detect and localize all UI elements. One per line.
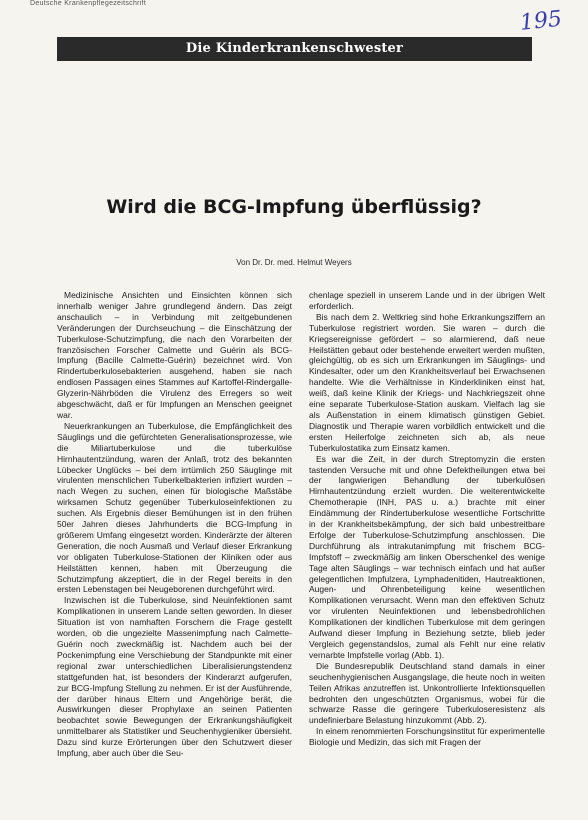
paragraph: Medizinische Ansichten und Einsichten können sich innerhalb weniger Jahre grundlegend ändern. Das zeigt anschaulich – in Verbindung mit zeitgebundenen Veränderungen der Durchseuchung – die Einschätzung der Tuberkulose-Schutzimpfung, die nach den Vorarbeiten der französischen Forscher Calmette und Guérin als BCG-Impfung (Bacille Calmette-Guérin) bezeichnet wird. Von Rindertuberkulosebakterien ausgehend, haben sie nach endlosen Passagen eines Stammes auf Kartoffel-Rindergalle-Glyzerin-Nährböden die Virulenz des Erregers so weit abgeschwächt, daß er für Impfungen an Menschen geeignet war. [57, 290, 292, 420]
author-byline: Von Dr. Dr. med. Helmut Weyers [236, 258, 352, 267]
right-text-column [309, 290, 545, 818]
paragraph: Es war die Zeit, in der durch Streptomyzin die ersten tastenden Versuche mit und ohne Defektheilungen etwa bei der langwierigen Behandlung der tuberkulösen Hirnhautentzündung erzielt wurden. Die weiterentwickelte Chemotherapie (INH, PAS u. a.) brachte mit einer Eindämmung der Rindertuberkulose wesentliche Fortschritte in der Krankheitsbekämpfung, der sich bald unbestreitbare Erfolge der Tuberkulose-Schutzimpfung anschlossen. Die Durchführung als intrakutanimpfung mit frischem BCG-Impfstoff – zweckmäßig am linken Oberschenkel des wenige Tage alten Säuglings – war technisch einfach und hat außer gelegentlichen Impfulzera, Lymphadenitiden, Hautreaktionen, Augen- und Ohrenbeteiligung keine wesentlichen Komplikationen verursacht. Wenn man den effektiven Schutz vor virulenten Neuinfektionen und lebensbedrohlichen Komplikationen der kindlichen Tuberkulose mit dem geringen Aufwand dieser Impfung in Beziehung setzte, blieb jeder Vergleich gegenstandslos, zumal als Fehlt nur eine relativ vernarbte Impfstelle vorlag (Abb. 1). [309, 453, 545, 660]
paragraph: In einem renommierten Forschungsinstitut für experimentelle Biologie und Medizin, das sich mit Fragen der [309, 726, 545, 748]
article-title: Wird die BCG-Impfung überflüssig? [106, 196, 482, 218]
paragraph: chenlage speziell in unserem Lande und in der übrigen Welt erforderlich. [309, 290, 545, 311]
paragraph: Neuerkrankungen an Tuberkulose, die Empfänglichkeit des Säuglings und die gefürchteten Generalisationsprozesse, wie die Miliartuberkulose und die tuberkulöse Hirnhautentzündung, waren der Anlaß, trotz des bekannten Lübecker Unglücks – bei dem irrtümlich 250 Säuglinge mit virulenten menschlichen Tuberkelbakterien infiziert wurden – nach Wegen zu suchen, einen für biologische Maßstäbe wirksamen Schutz gegenüber Tuberkuloseinfektionen zu suchen. Als Ergebnis dieser Bemühungen ist in den frühen 50er Jahren dieses Jahrhunderts die BCG-Impfung in größerem Umfang eingesetzt worden. Kinderärzte der älteren Generation, die noch Ausmaß und Verlauf dieser Erkrankung vor obligaten Tuberkulose-Stationen der Kliniken oder aus Heilstätten kennen, haben mit Überzeugung die Schutzimpfung akzeptiert, die in der Regel bereits in den ersten Lebenstagen bei Neugeborenen durchgeführt wird. [57, 420, 292, 595]
journal-header-strip: Deutsche Krankenpflegezeitschrift [30, 0, 147, 7]
paragraph: Bis nach dem 2. Weltkrieg sind hohe Erkrankungsziffern an Tuberkulose registriert worden. Sie waren – durch die Kriegsereignisse gefördert – so alarmierend, daß neue Heilstätten gebaut oder bestehende erweitert werden mußten, gleichgültig, ob es sich um Erkrankungen im Säuglings- und Kindesalter, oder um den Krankheitsverlauf bei Erwachsenen handelte. Wie die Verhältnisse in Kinderkliniken einst hat, weiß, daß keine Klinik der Kriegs- und Nachkriegszeit ohne eine separate Tuberkulose-Station auskam. Vielfach lag sie als Außenstation in einem klimatisch günstigen Gebiet. Diagnostik und Therapie waren vorbildlich entwickelt und die ersten Heilerfolge zeichneten sich ab, als neue Tuberkulostatika zum Einsatz kamen. [309, 311, 545, 453]
left-text-column [57, 290, 292, 818]
handwritten-page-number: 195 [518, 6, 564, 36]
paragraph: Inzwischen ist die Tuberkulose, sind Neuinfektionen samt Komplikationen in unserem Lande selten geworden. In dieser Situation ist von namhaften Forschern die Frage gestellt worden, ob die ungezielte Massenimpfung nach Calmette-Guérin noch zweckmäßig ist. Nachdem auch bei der Pockenimpfung eine Verschiebung der Standpunkte mit einer regional zwar unterschiedlichen Liberalisierungstendenz stattgefunden hat, ist besonders der Kinderarzt aufgerufen, zur BCG-Impfung Stellung zu nehmen. Er ist der Ausführende, der darüber hinaus Eltern und Angehörige berät, die Auswirkungen dieser Prophylaxe an seinen Patienten beobachtet sowie Bewegungen der Erkrankungshäufigkeit unmittelbarer als Statistiker und Seuchenhygieniker übersieht. Dazu sind kurze Erörterungen über den Schutzwert dieser Impfung, aber auch über die Seu- [57, 595, 292, 759]
section-banner: Die Kinderkrankenschwester [57, 37, 532, 61]
paragraph: Die Bundesrepublik Deutschland stand damals in einer seuchenhygienischen Ausgangslage, die heute noch in weiten Teilen Afrikas anzutreffen ist. Unkontrollierte Infektionsquellen bedrohten den ungeschützten Organismus, wobei für die schwarze Rasse die geringere Tuberkuloseresistenz als undefinierbare Belastung hinzukommt (Abb. 2). [309, 660, 545, 726]
